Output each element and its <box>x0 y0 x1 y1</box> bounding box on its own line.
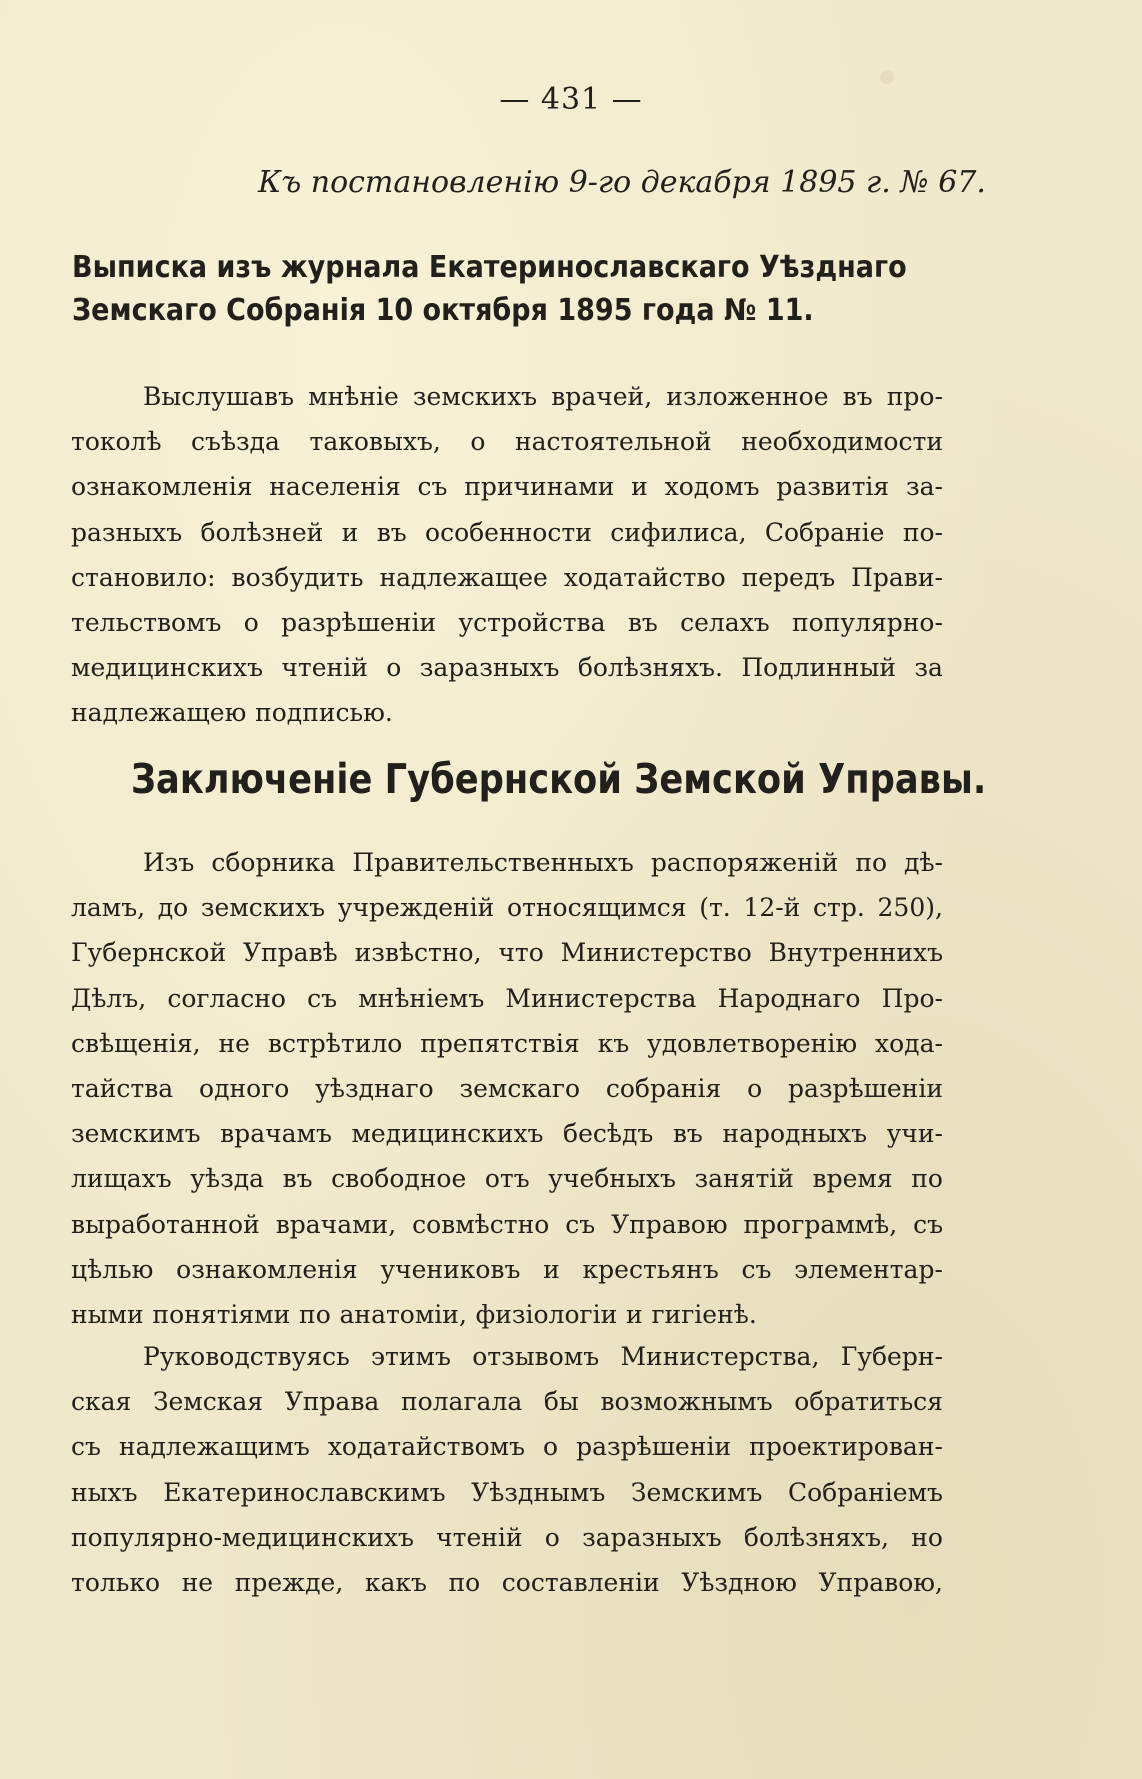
word: этимъ <box>371 1342 451 1371</box>
word: про- <box>886 382 943 411</box>
word: собранія <box>605 1073 722 1103</box>
word: о <box>470 427 486 457</box>
word: съ <box>71 1432 101 1462</box>
word: Губерн- <box>840 1342 943 1371</box>
word: учрежденій <box>337 893 495 923</box>
text-line <box>71 645 943 690</box>
word: подписью. <box>255 698 393 728</box>
text-line <box>71 1470 943 1515</box>
word: разрѣшеніи <box>281 607 437 637</box>
text-line <box>71 374 943 419</box>
word: сборника <box>211 848 336 877</box>
word: съ <box>741 1254 772 1284</box>
word: причинами <box>464 472 615 502</box>
word: необходимости <box>741 427 943 457</box>
word: проектирован- <box>749 1432 943 1462</box>
word: ходомъ <box>664 472 760 502</box>
word: по <box>855 848 888 877</box>
word: и <box>341 517 359 547</box>
word: за <box>914 653 943 683</box>
word: чтеній <box>281 653 368 683</box>
word: тайства <box>71 1073 174 1103</box>
word: земскаго <box>459 1073 581 1103</box>
word: и <box>543 1254 560 1284</box>
word: мнѣніемъ <box>358 983 485 1013</box>
word: учебныхъ <box>548 1164 676 1194</box>
word: ская <box>71 1387 132 1417</box>
resolution-reference: Къ постановленію 9-го декабря 1895 г. № 67. <box>258 165 986 200</box>
word: какъ <box>364 1567 427 1597</box>
word: Земскимъ <box>630 1477 763 1507</box>
word: медицинскихъ <box>351 1119 544 1149</box>
word: Прави- <box>851 562 943 592</box>
word: селахъ <box>680 607 770 637</box>
word: (т. <box>699 893 731 923</box>
word: Екатеринославскимъ <box>163 1477 446 1507</box>
paragraph-guidance <box>71 1334 943 1605</box>
word: о <box>386 653 402 683</box>
text-line <box>71 1424 943 1469</box>
word: но <box>911 1522 943 1552</box>
word: возможнымъ <box>600 1387 773 1417</box>
word: ходатайство <box>563 562 726 592</box>
word: заразныхъ <box>419 653 560 683</box>
word: сифилиса, <box>610 517 747 547</box>
word: болѣзняхъ, <box>743 1522 890 1552</box>
word: понятіями <box>152 1299 291 1329</box>
word: физіологіи <box>475 1299 618 1329</box>
word: особенности <box>425 517 592 547</box>
word: гигіенѣ. <box>651 1299 757 1329</box>
extract-heading-line: Земскаго Собранія 10 октября 1895 года № 11. <box>72 293 814 328</box>
text-line <box>71 1560 943 1605</box>
word: передъ <box>741 562 836 592</box>
word: до <box>157 893 189 923</box>
word: лищахъ <box>71 1164 172 1194</box>
word: уѣзднаго <box>315 1073 434 1103</box>
word: за- <box>905 472 943 502</box>
word: учи- <box>886 1119 943 1149</box>
word: надлежащее <box>379 562 548 592</box>
conclusion-heading: Заключеніе Губернской Земской Управы. <box>131 755 987 803</box>
text-line <box>71 464 943 509</box>
word: Изъ <box>143 848 195 877</box>
word: составленіи <box>501 1567 660 1597</box>
word: совмѣстно <box>412 1209 550 1239</box>
word: цѣлью <box>71 1254 154 1284</box>
word: въ <box>627 607 658 637</box>
word: прежде, <box>234 1567 344 1597</box>
word: популярно-медицинскихъ <box>71 1522 414 1552</box>
word: бесѣдъ <box>563 1119 654 1149</box>
word: съ <box>417 472 448 502</box>
word: занятій <box>694 1164 794 1194</box>
text-line <box>71 976 943 1021</box>
word: дѣ- <box>904 848 943 877</box>
word: надлежащимъ <box>118 1432 310 1462</box>
text-line <box>71 1292 943 1337</box>
word: не <box>181 1567 214 1597</box>
word: земскимъ <box>71 1119 201 1149</box>
word: въ <box>376 517 407 547</box>
word: ламъ, <box>71 893 146 923</box>
word: одного <box>199 1073 290 1103</box>
text-line <box>71 1111 943 1156</box>
text-line <box>71 555 943 600</box>
word: земскихъ <box>200 893 326 923</box>
extract-heading <box>72 246 907 332</box>
word: программѣ, <box>743 1209 898 1239</box>
word: уѣзда <box>190 1164 264 1194</box>
word: анатоміи, <box>339 1299 467 1329</box>
word: Министерства <box>505 983 697 1013</box>
word: изложенное <box>666 382 829 411</box>
word: надлежащею <box>71 698 247 728</box>
word: съѣзда <box>191 427 280 457</box>
text-line <box>71 1515 943 1560</box>
text-line <box>71 885 943 930</box>
word: о <box>543 1432 559 1462</box>
word: мнѣніе <box>308 382 399 411</box>
word: земскихъ <box>412 382 538 411</box>
word: извѣстно, <box>354 938 482 968</box>
word: съ <box>307 983 338 1013</box>
text-line <box>71 510 943 555</box>
word: устройства <box>458 607 606 637</box>
text-line <box>71 419 943 464</box>
word: Министерство <box>560 938 752 968</box>
word: медицинскихъ <box>71 653 263 683</box>
word: распоряженій <box>650 848 839 877</box>
word: настоятельной <box>514 427 712 457</box>
word: о <box>544 1522 560 1552</box>
word: что <box>498 938 544 968</box>
word: ными <box>71 1299 144 1329</box>
word: Руководствуясь <box>143 1342 350 1371</box>
word: въ <box>282 1164 313 1194</box>
word: согласно <box>167 983 286 1013</box>
word: развитія <box>776 472 890 502</box>
word: становило: <box>71 562 216 592</box>
word: Собраніе <box>764 517 885 547</box>
word: токолѣ <box>71 427 162 457</box>
text-line <box>71 1066 943 1111</box>
word: свѣщенія, <box>71 1028 201 1058</box>
page-number: — 431 — <box>499 82 643 117</box>
word: Правительственныхъ <box>352 848 634 877</box>
word: по <box>299 1299 331 1329</box>
word: чтеній <box>436 1522 523 1552</box>
word: по <box>911 1164 943 1194</box>
word: Управа <box>284 1387 380 1417</box>
word: разныхъ <box>71 517 183 547</box>
word: возбудить <box>231 562 364 592</box>
word: врачамъ <box>220 1119 332 1149</box>
extract-heading-line: Выписка изъ журнала Екатеринославскаго Уѣзднаго <box>72 250 907 285</box>
word: и <box>626 1299 643 1329</box>
text-line <box>71 840 943 885</box>
word: Уѣздною <box>681 1567 797 1597</box>
text-line <box>71 1379 943 1424</box>
word: разрѣшеніи <box>788 1073 943 1103</box>
word: таковыхъ, <box>309 427 441 457</box>
word: полагала <box>400 1387 523 1417</box>
word: ознакомленія <box>71 472 253 502</box>
word: болѣзняхъ. <box>577 653 723 683</box>
word: разрѣшеніи <box>576 1432 732 1462</box>
word: выработанной <box>71 1209 260 1239</box>
word: 250), <box>877 893 943 923</box>
word: заразныхъ <box>582 1522 722 1552</box>
word: Уѣзднымъ <box>471 1477 606 1507</box>
word: по <box>448 1567 481 1597</box>
word: врачами, <box>275 1209 397 1239</box>
word: отзывомъ <box>472 1342 600 1371</box>
paragraph-conclusion <box>71 840 943 1337</box>
word: ходатайствомъ <box>327 1432 525 1462</box>
word: о <box>747 1073 763 1103</box>
word: народныхъ <box>722 1119 868 1149</box>
word: относящимся <box>507 893 687 923</box>
word: Про- <box>881 983 943 1013</box>
word: въ <box>842 382 873 411</box>
text-line <box>71 600 943 645</box>
word: отъ <box>484 1164 530 1194</box>
text-line <box>71 1247 943 1292</box>
word: Подлинный <box>741 653 897 683</box>
word: свободное <box>331 1164 467 1194</box>
text-line <box>71 1156 943 1201</box>
paragraph-resolution <box>71 374 943 736</box>
word: препятствія <box>420 1028 580 1058</box>
word: и <box>631 472 648 502</box>
word: Народнаго <box>717 983 861 1013</box>
word: учениковъ <box>380 1254 521 1284</box>
word: съ <box>565 1209 596 1239</box>
word: 12-й <box>743 893 801 923</box>
word: элементар- <box>794 1254 943 1284</box>
text-line <box>71 1202 943 1247</box>
word: стр. <box>813 893 865 923</box>
text-line <box>71 690 943 735</box>
text-line <box>71 1334 943 1379</box>
text-line <box>71 930 943 975</box>
word: бы <box>543 1387 579 1417</box>
word: Губернской <box>71 938 227 968</box>
word: болѣзней <box>200 517 324 547</box>
word: съ <box>913 1209 943 1239</box>
word: Земская <box>152 1387 264 1417</box>
word: Выслушавъ <box>143 382 294 411</box>
word: хода- <box>875 1028 943 1058</box>
word: въ <box>672 1119 703 1149</box>
word: ныхъ <box>71 1477 138 1507</box>
word: къ <box>597 1028 630 1058</box>
word: не <box>218 1028 250 1058</box>
word: популярно- <box>792 607 943 637</box>
word: Министерства, <box>620 1342 820 1371</box>
word: встрѣтило <box>267 1028 403 1058</box>
word: о <box>243 607 259 637</box>
word: по- <box>902 517 943 547</box>
word: крестьянъ <box>582 1254 719 1284</box>
word: обратиться <box>794 1387 943 1417</box>
word: Управою, <box>818 1567 943 1597</box>
text-line <box>71 1021 943 1066</box>
word: Собраніемъ <box>788 1477 943 1507</box>
word: ознакомленія <box>176 1254 358 1284</box>
word: врачей, <box>551 382 653 411</box>
word: Управѣ <box>242 938 338 968</box>
word: Дѣлъ, <box>71 983 147 1013</box>
word: удовлетворенію <box>647 1028 858 1058</box>
word: только <box>71 1567 161 1597</box>
word: время <box>812 1164 893 1194</box>
word: Управою <box>611 1209 728 1239</box>
word: Внутреннихъ <box>768 938 943 968</box>
word: населенія <box>269 472 401 502</box>
word: тельствомъ <box>71 607 222 637</box>
